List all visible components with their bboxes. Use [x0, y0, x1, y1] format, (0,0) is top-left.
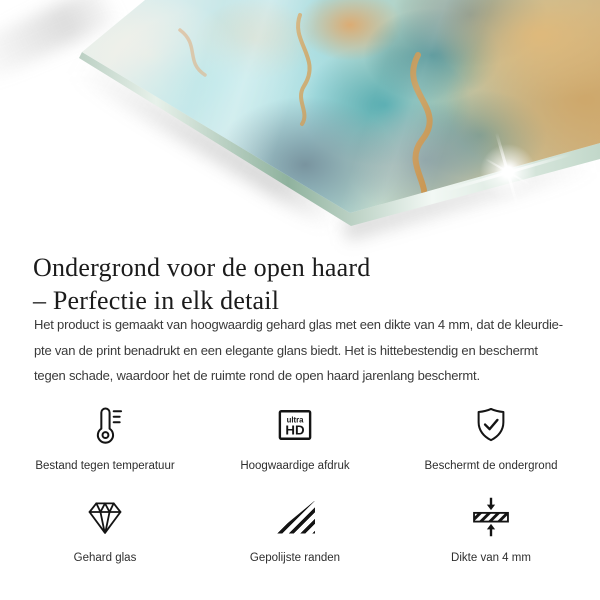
product-photo	[0, 0, 600, 235]
description-line: pte van de print benadrukt en een elegante glans biedt. Het is hittebestendig en beschermt	[34, 342, 538, 358]
feature-label: Hoogwaardige afdruk	[240, 460, 350, 472]
ultra-hd-icon	[273, 402, 317, 448]
feature-thickness	[390, 494, 592, 564]
description-paragraph	[34, 312, 563, 389]
section-title-line2: – Perfectie in elk detail	[33, 286, 280, 316]
thermometer-icon	[83, 402, 127, 448]
section-title-line1: Ondergrond voor de open haard	[33, 253, 371, 283]
feature-polished-edges	[200, 494, 390, 564]
feature-print-quality	[200, 402, 390, 472]
thickness-icon	[469, 494, 513, 540]
feature-label: Bestand tegen temperatuur	[35, 460, 175, 472]
feature-tempered-glass	[10, 494, 200, 564]
feature-grid	[10, 402, 592, 564]
feature-label: Gehard glas	[73, 552, 137, 564]
diamond-icon	[83, 494, 127, 540]
shield-check-icon	[469, 402, 513, 448]
feature-label: Gepolijste randen	[249, 552, 341, 564]
description-line: tegen schade, waardoor het de ruimte rond de open haard jarenlang beschermt.	[34, 368, 480, 383]
description-line: Het product is gemaakt van hoogwaardig gehard glas met een dikte van 4 mm, dat de kleurdie-	[34, 317, 563, 332]
ultra-hd-icon-text-top: ultra	[286, 415, 304, 425]
section-title	[33, 251, 370, 317]
feature-label: Beschermt de ondergrond	[424, 460, 558, 472]
feature-label: Dikte van 4 mm	[451, 552, 531, 564]
feature-temperature	[10, 402, 200, 472]
ultra-hd-icon-text-bottom: HD	[285, 422, 305, 438]
feature-protection	[390, 402, 592, 472]
polished-edges-icon	[275, 494, 315, 540]
